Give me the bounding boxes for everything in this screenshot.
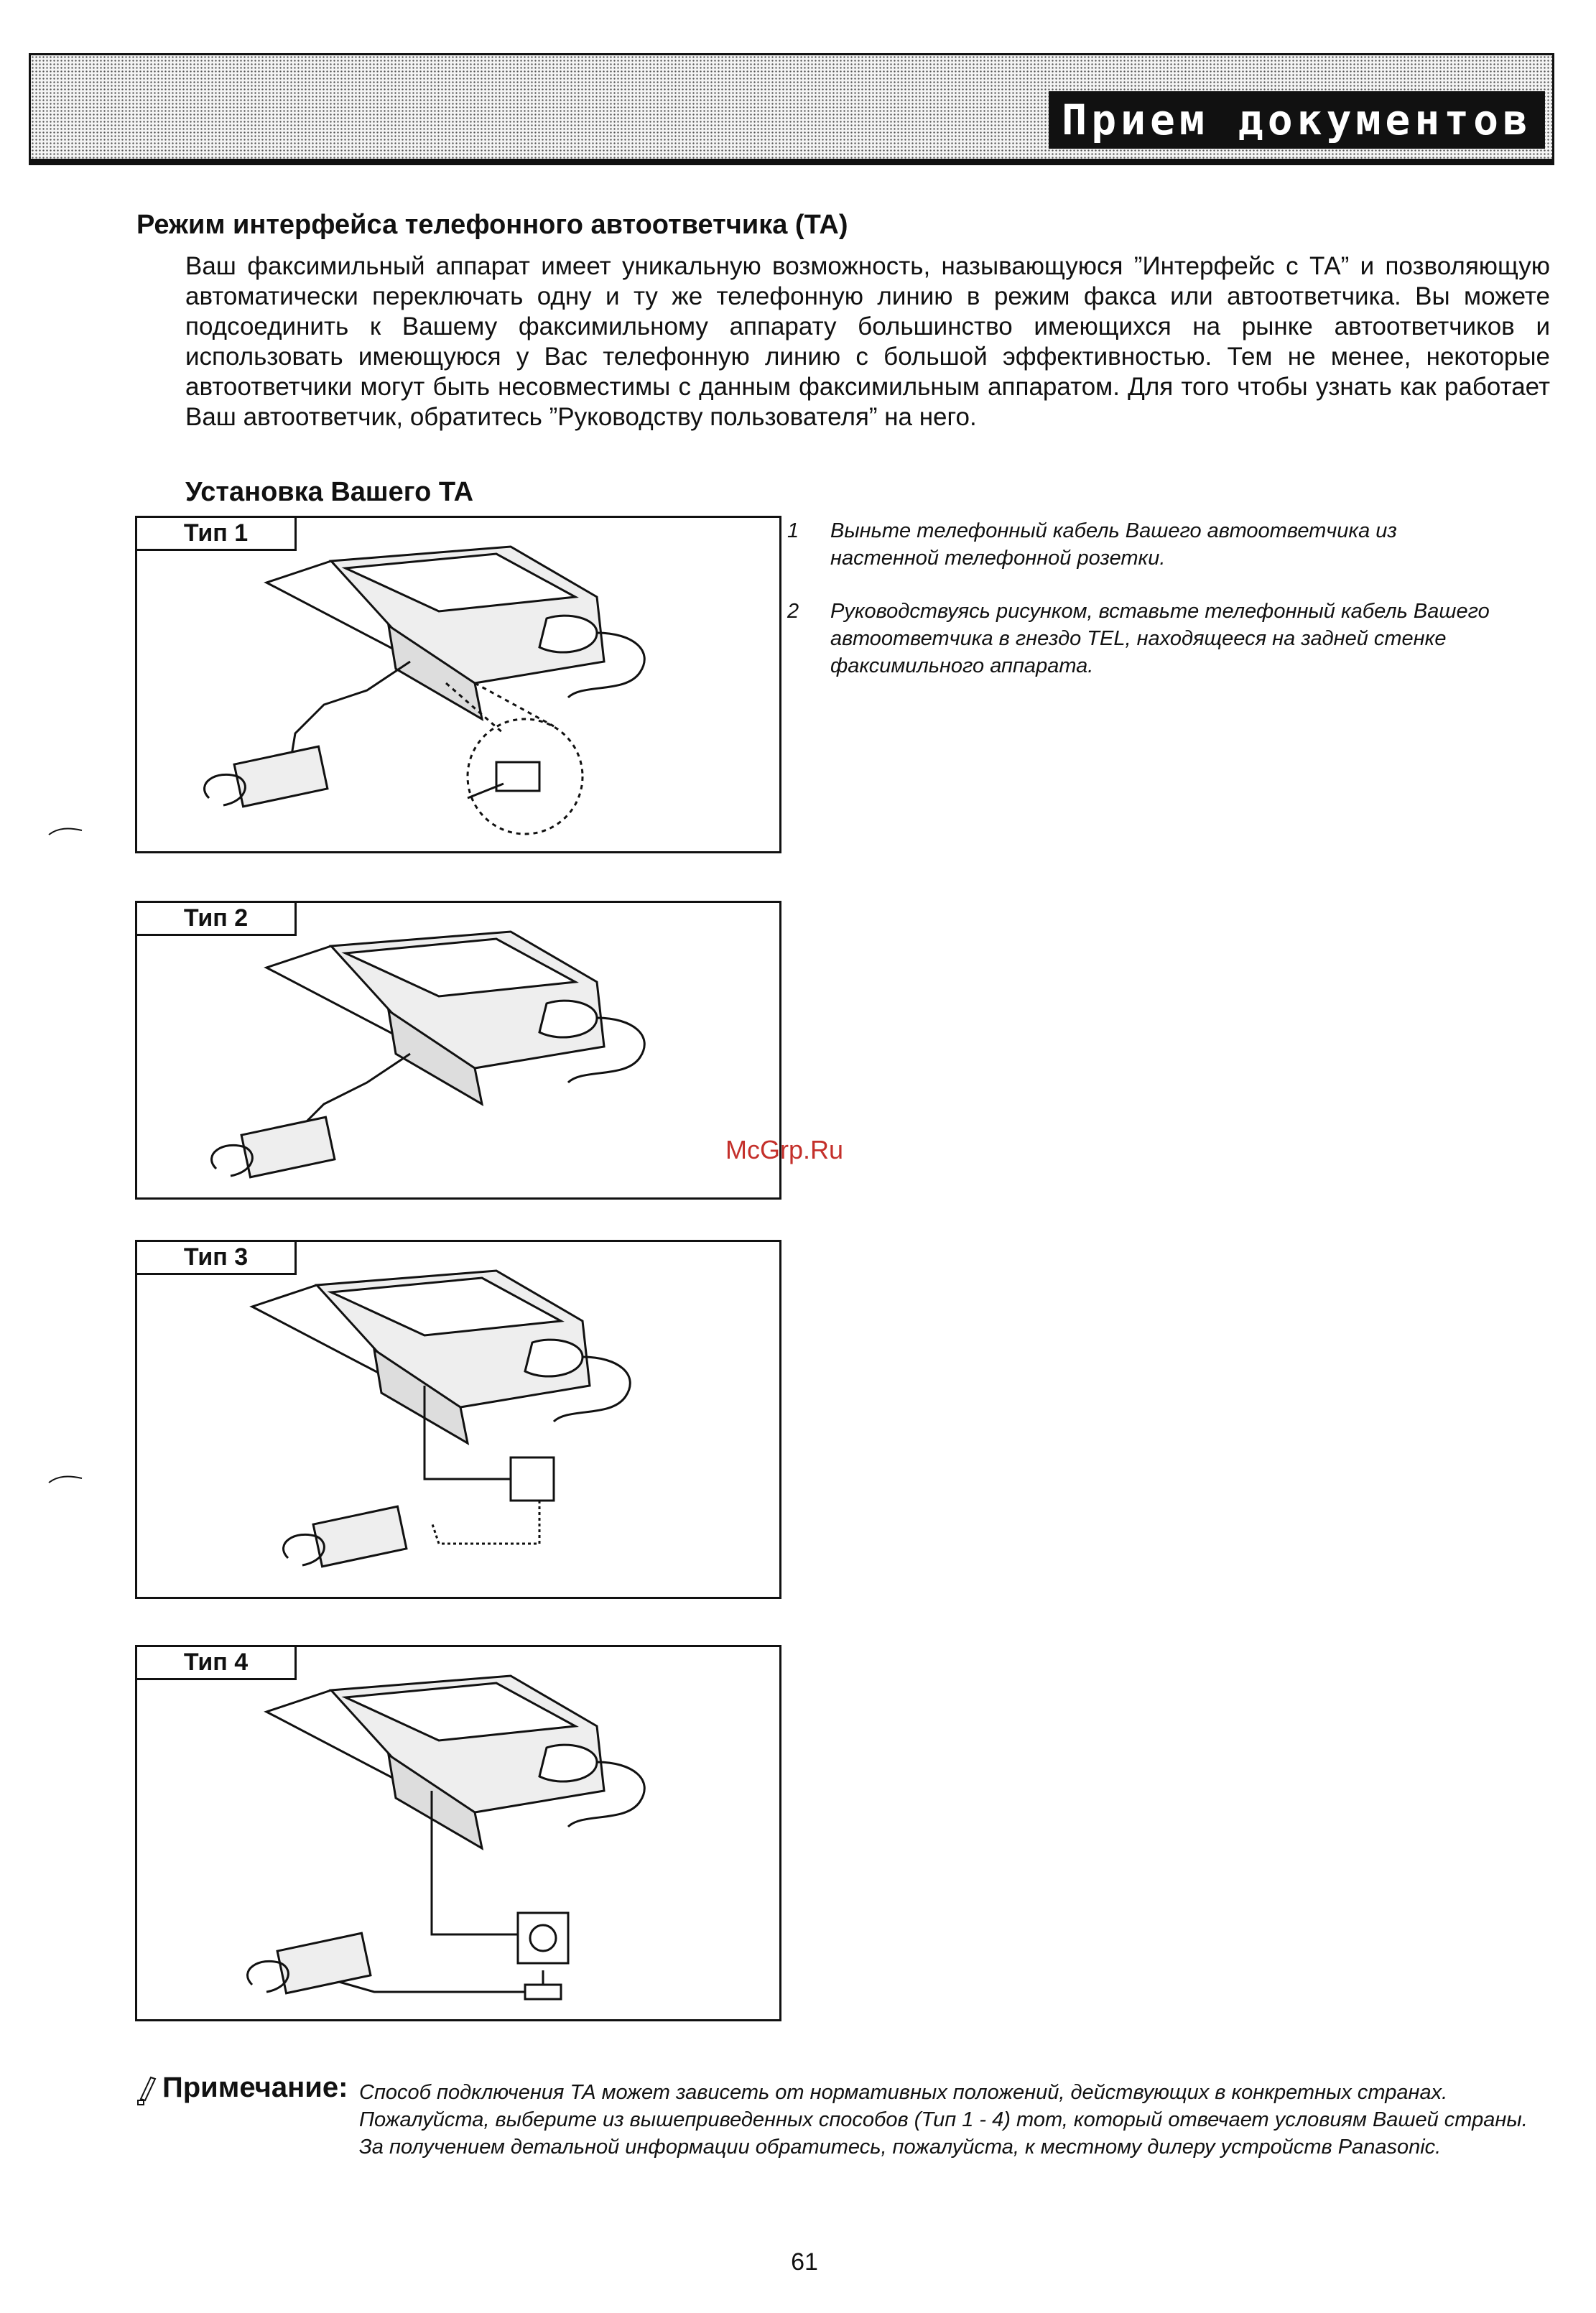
figure-label: Тип 3 — [137, 1242, 297, 1275]
header-rule — [29, 159, 1554, 165]
margin-mark — [47, 825, 83, 839]
step-item — [787, 598, 1505, 680]
figure-type-1 — [135, 516, 781, 853]
fax-connection-illustration — [137, 518, 784, 856]
margin-mark — [47, 1473, 83, 1487]
section-title: Режим интерфейса телефонного автоответчика (ТА) — [136, 210, 848, 240]
fax-connection-illustration — [137, 903, 784, 1202]
step-number: 2 — [787, 600, 799, 623]
fax-connection-illustration — [137, 1647, 784, 2024]
fax-connection-illustration — [137, 1242, 784, 1601]
step-list — [787, 517, 1505, 705]
page-number: 61 — [791, 2248, 818, 2276]
step-text: Выньте телефонный кабель Вашего автоответчика из настенной телефонной розетки. — [830, 519, 1397, 570]
watermark: McGrp.Ru — [725, 1135, 844, 1164]
figure-label: Тип 2 — [137, 903, 297, 936]
step-text: Руководствуясь рисунком, вставьте телефонный кабель Вашего автоответчика в гнездо TEL, находящееся на задней стенке факсимильного аппарата. — [830, 600, 1490, 677]
figure-label: Тип 1 — [137, 518, 297, 551]
subsection-title: Установка Вашего ТА — [185, 477, 474, 507]
figure-type-4 — [135, 1645, 781, 2021]
figure-label: Тип 4 — [137, 1647, 297, 1680]
note-pencil-icon — [136, 2075, 158, 2106]
intro-paragraph: Ваш факсимильный аппарат имеет уникальную возможность, называющуюся ”Интерфейс с ТА” и позволяющую автоматически переключать одну и ту же телефонную линию в режим факса или автоответчика. Вы можете подсоединить к Вашему факсимильному аппарату большинство имеющихся на рынке автоответчиков и использовать имеющуюся у Вас телефонную линию с большой эффективностью. Тем не менее, некоторые автоответчики могут быть несовместимы с данным факсимильным аппаратом. Для того чтобы узнать как работает Ваш автоответчик, обратитесь ”Руководству пользователя” на него. — [185, 252, 1550, 431]
note-label: Примечание: — [162, 2072, 348, 2103]
step-item — [787, 517, 1505, 572]
figure-type-2 — [135, 901, 781, 1200]
step-number: 1 — [787, 519, 799, 542]
figure-type-3 — [135, 1240, 781, 1599]
note-text: Способ подключения ТА может зависеть от нормативных положений, действующих в конкретных странах. Пожалуйста, выберите из вышеприведенных способов (Тип 1 - 4) тот, который отвечает условиям Вашей страны. За получением детальной информации обратитесь, пожалуйста, к местному дилеру устройств Panasonic. — [359, 2081, 1528, 2159]
header-band — [29, 53, 1554, 161]
header-title: Прием документов — [1049, 91, 1545, 149]
